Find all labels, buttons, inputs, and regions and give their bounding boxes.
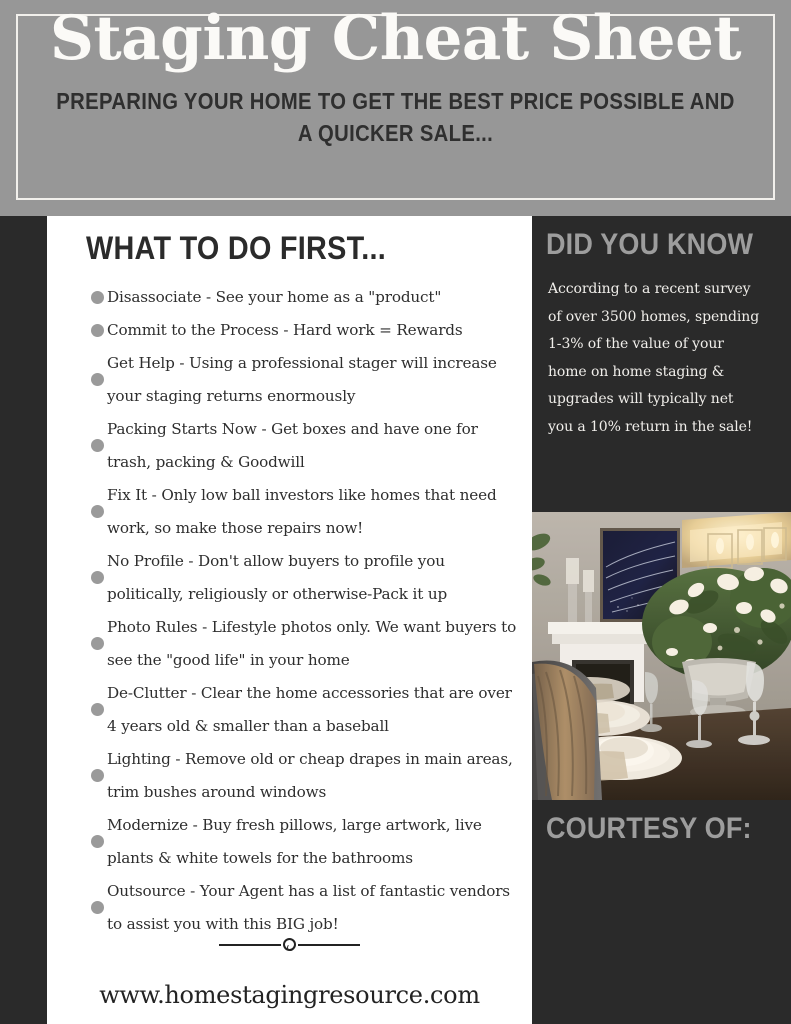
- section-title-what-to-do-first: WHAT TO DO FIRST...: [86, 230, 387, 266]
- tip-text: Disassociate - See your home as a "product": [107, 288, 442, 306]
- tip-list-item: [91, 809, 523, 875]
- tip-list-item: [91, 875, 523, 941]
- bullet-dot-icon: [91, 769, 104, 782]
- page-title: Staging Cheat Sheet: [49, 3, 742, 74]
- tip-list-item: [91, 545, 523, 611]
- header-banner: [0, 0, 791, 216]
- tip-list-item: [91, 413, 523, 479]
- tip-list-item: [91, 281, 523, 314]
- divider-spiral-icon: [283, 938, 296, 951]
- bullet-dot-icon: [91, 505, 104, 518]
- left-dark-rail: [0, 216, 47, 1024]
- tip-list-item: [91, 611, 523, 677]
- divider-rule-left: [219, 944, 281, 946]
- tip-text: Outsource - Your Agent has a list of fantastic vendors to assist you with this BIG job!: [107, 882, 510, 933]
- courtesy-logo-placeholder: [546, 862, 777, 1012]
- staged-dining-room-photo: [532, 512, 791, 800]
- bullet-dot-icon: [91, 291, 104, 304]
- tip-list-item: [91, 677, 523, 743]
- bullet-dot-icon: [91, 373, 104, 386]
- main-content-panel: [47, 216, 532, 1024]
- tip-text: Lighting - Remove old or cheap drapes in main areas, trim bushes around windows: [107, 750, 513, 801]
- ornament-divider: [47, 938, 532, 951]
- divider-rule-right: [298, 944, 360, 946]
- tip-list-item: [91, 347, 523, 413]
- bullet-dot-icon: [91, 439, 104, 452]
- bullet-dot-icon: [91, 324, 104, 337]
- tips-list: [91, 281, 523, 941]
- tip-text: Modernize - Buy fresh pillows, large artwork, live plants & white towels for the bathrooms: [107, 816, 482, 867]
- tip-text: Fix It - Only low ball investors like homes that need work, so make those repairs now!: [107, 486, 497, 537]
- tip-text: Commit to the Process - Hard work = Rewards: [107, 321, 463, 339]
- tip-text: No Profile - Don't allow buyers to profile you politically, religiously or otherwise-Pack it up: [107, 552, 448, 603]
- tip-list-item: [91, 314, 523, 347]
- did-you-know-fact-text: According to a recent survey of over 3500 homes, spending 1-3% of the value of your home on home staging & upgrades will typically net you a 10% return in the sale!: [548, 281, 760, 435]
- header-content: [0, 0, 791, 216]
- tip-list-item: [91, 479, 523, 545]
- tip-text: Photo Rules - Lifestyle photos only. We want buyers to see the "good life" in your home: [107, 618, 517, 669]
- sidebar-heading-did-you-know: DID YOU KNOW: [546, 228, 754, 261]
- website-url[interactable]: www.homestagingresource.com: [99, 981, 480, 1009]
- bullet-dot-icon: [91, 901, 104, 914]
- bullet-dot-icon: [91, 637, 104, 650]
- bullet-dot-icon: [91, 571, 104, 584]
- tip-text: Get Help - Using a professional stager will increase your staging returns enormously: [107, 354, 497, 405]
- bullet-dot-icon: [91, 835, 104, 848]
- tip-text: De-Clutter - Clear the home accessories that are over 4 years old & smaller than a baseball: [107, 684, 512, 735]
- body-area: [0, 216, 791, 1024]
- tip-text: Packing Starts Now - Get boxes and have one for trash, packing & Goodwill: [107, 420, 478, 471]
- bullet-dot-icon: [91, 703, 104, 716]
- page-subtitle: PREPARING YOUR HOME TO GET THE BEST PRICE POSSIBLE AND A QUICKER SALE...: [56, 87, 735, 147]
- sidebar-heading-courtesy-of: COURTESY OF:: [546, 812, 752, 845]
- tip-list-item: [91, 743, 523, 809]
- sidebar-panel: [532, 216, 791, 1024]
